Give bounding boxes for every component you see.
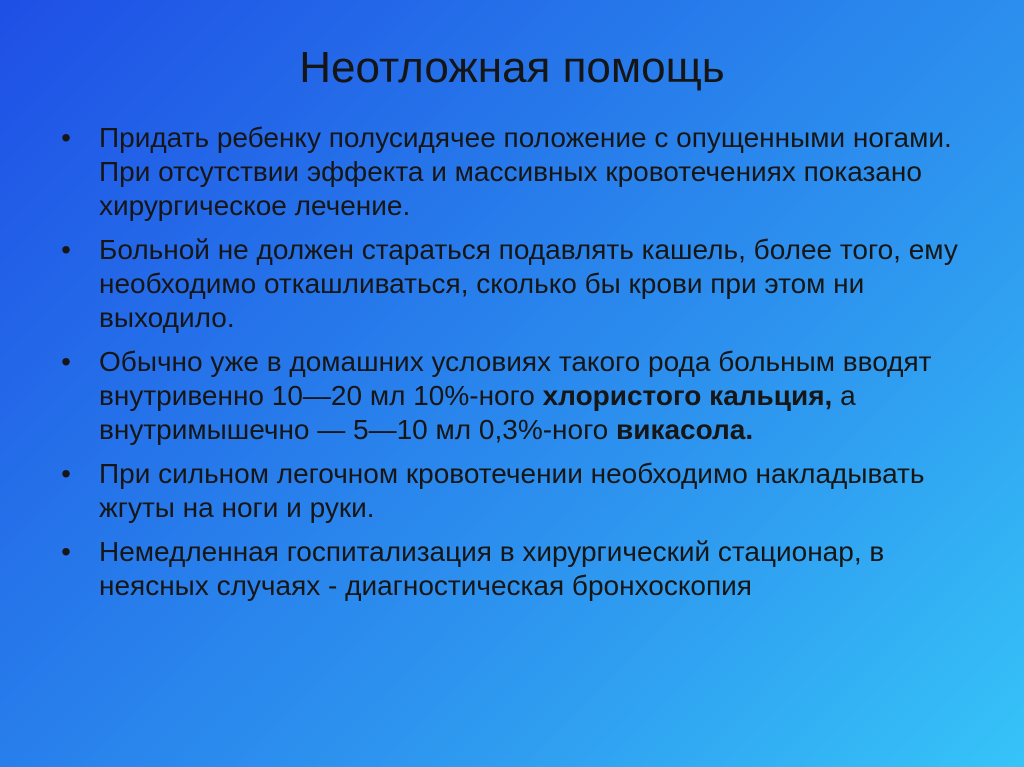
bold-term-vikasol: викасола. bbox=[616, 414, 754, 445]
bullet-text-part: а внутримышечно — 5—10 мл 0,3%-ного bbox=[99, 380, 856, 445]
bullet-text: Придать ребенку полусидячее положение с опущенными ногами. При отсутствии эффекта и массивных кровотечениях показано хирургическое лечение. bbox=[99, 122, 952, 221]
bullet-item-1 bbox=[56, 121, 976, 223]
bullet-item-4 bbox=[56, 457, 976, 525]
bullet-mark: • bbox=[61, 346, 71, 377]
bullet-item-2 bbox=[56, 233, 976, 335]
slide-title: Неотложная помощь bbox=[299, 43, 725, 92]
bullet-text-part: Обычно уже в домашних условиях такого рода больным вводят внутривенно 10—20 мл 10%-ного bbox=[99, 346, 932, 411]
bullet-item-3 bbox=[56, 345, 976, 447]
bullet-text: Немедленная госпитализация в хирургический стационар, в неясных случаях - диагностическая бронхоскопия bbox=[99, 536, 885, 601]
bullet-mark: • bbox=[61, 122, 71, 153]
bullet-text bbox=[99, 346, 931, 445]
bullet-mark: • bbox=[61, 536, 71, 567]
bold-term-calcium-chloride: хлористого кальция, bbox=[542, 380, 833, 411]
bullet-mark: • bbox=[61, 458, 71, 489]
bullet-list bbox=[56, 121, 976, 613]
bullet-text: Больной не должен стараться подавлять кашель, более того, ему необходимо откашливаться, сколько бы крови при этом ни выходило. bbox=[99, 234, 958, 333]
bullet-text: При сильном легочном кровотечении необходимо накладывать жгуты на ноги и руки. bbox=[99, 458, 925, 523]
bullet-mark: • bbox=[61, 234, 71, 265]
bullet-item-5 bbox=[56, 535, 976, 603]
